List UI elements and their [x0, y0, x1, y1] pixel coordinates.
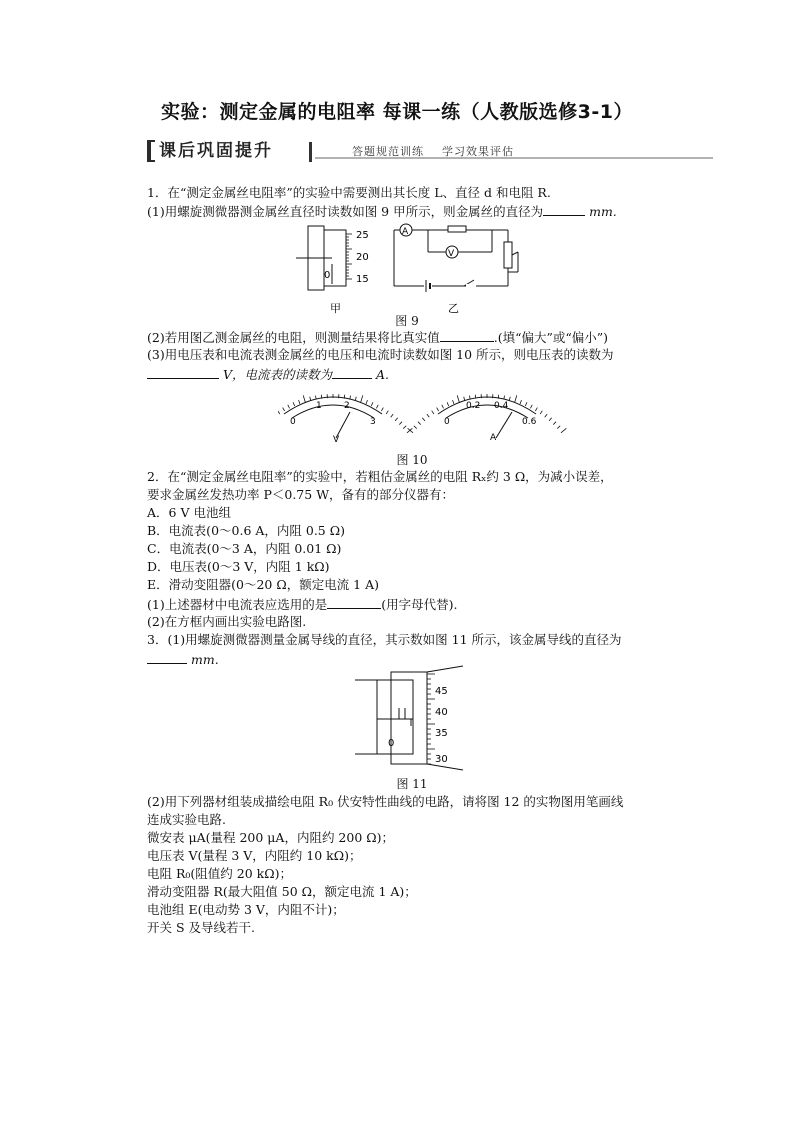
- q1-part3-unit-v: V，电流表的读数为: [222, 367, 333, 382]
- zero-label: 0: [388, 738, 395, 749]
- q3-item: 电压表 V(量程 3 V，内阻约 10 kΩ)；: [147, 848, 362, 863]
- answer-blank[interactable]: [440, 329, 494, 342]
- q1-part2: [147, 329, 608, 345]
- dial-tick: [422, 418, 425, 421]
- answer-blank[interactable]: [147, 651, 187, 664]
- q2-option: A．6 V 电池组: [147, 505, 231, 520]
- answer-blank[interactable]: [543, 203, 585, 216]
- figure-9-caption: 图 9: [395, 314, 419, 328]
- answer-blank[interactable]: [147, 366, 219, 379]
- tick-label: 0.4: [494, 401, 509, 411]
- figure-11-caption: 图 11: [396, 777, 428, 791]
- scale-label: 15: [356, 274, 369, 285]
- dial-tick: [457, 395, 459, 402]
- zero-label: 0: [324, 270, 331, 281]
- tick-label: 1: [316, 401, 322, 411]
- q3-part2-line1: (2)用下列器材组装成描绘电阻 R₀ 伏安特性曲线的电路，请将图 12 的实物图用笔画线: [147, 794, 624, 809]
- q3-answer-line: [147, 651, 219, 667]
- dial-tick: [376, 405, 378, 409]
- dial-tick: [355, 397, 356, 401]
- q2-part1-text: (1)上述器材中电流表应选用的是: [147, 597, 328, 612]
- q2-option: C．电流表(0～3 A，内阻 0.01 Ω): [147, 541, 342, 556]
- tick-label: 0.6: [522, 417, 537, 427]
- dial-tick: [407, 428, 412, 432]
- dial-tick: [403, 426, 406, 429]
- dial-tick: [535, 408, 537, 411]
- dial-tick: [288, 405, 290, 409]
- figure-label-left: 甲: [330, 302, 341, 315]
- dial-tick: [540, 411, 542, 414]
- figure-label-right: 乙: [448, 302, 459, 315]
- page-title: 实验：测定金属的电阻率 每课一练（人教版选修3-1）: [161, 101, 633, 123]
- figure-10-caption: 图 10: [396, 453, 428, 467]
- tick-label: 3: [370, 417, 376, 427]
- q2-option: D．电压表(0～3 V，内阻 1 kΩ): [147, 559, 330, 574]
- figure-11: [355, 664, 470, 774]
- dial-tick: [545, 414, 547, 417]
- dial-tick: [561, 428, 566, 432]
- section-banner: [147, 140, 713, 164]
- dial-tick: [299, 400, 300, 404]
- q2-option: B．电流表(0～0.6 A，内阻 0.5 Ω): [147, 523, 345, 538]
- q2-stem-line2: 要求金属丝发热功率 P＜0.75 W，备有的部分仪器有：: [147, 487, 455, 502]
- dial-tick: [520, 400, 521, 404]
- meter-v-label: V: [448, 249, 455, 259]
- q1-part1-text: (1)用螺旋测微器测金属丝直径时读数如图 9 甲所示，则金属丝的直径为: [147, 204, 544, 219]
- dial-tick: [418, 422, 421, 425]
- q1-part3-line2: [147, 366, 389, 382]
- dial-tick: [553, 422, 556, 425]
- q2-option: E．滑动变阻器(0～20 Ω，额定电流 1 A): [147, 577, 380, 592]
- q2-part1: [147, 596, 457, 612]
- dial-tick: [530, 405, 532, 409]
- tick-label: 0.2: [466, 401, 481, 411]
- dial-tick: [427, 414, 429, 417]
- dial-tick: [381, 408, 383, 411]
- dial-tick: [509, 397, 510, 401]
- answer-blank[interactable]: [332, 366, 372, 379]
- figure-10: [278, 384, 568, 446]
- q2-stem-line1: 2．在“测定金属丝电阻率”的实验中，若粗估金属丝的电阻 Rₓ约 3 Ω，为减小误差，: [147, 469, 613, 484]
- dial-tick: [278, 411, 280, 414]
- dial-tick: [515, 395, 517, 402]
- micrometer-a: [296, 226, 369, 315]
- dial-tick: [447, 402, 449, 406]
- q3-item: 开关 S 及导线若干.: [147, 920, 255, 935]
- q2-part2: (2)在方框内画出实验电路图.: [147, 614, 307, 629]
- q3-item: 电阻 R₀(阻值约 20 kΩ)；: [147, 866, 292, 881]
- dial-tick: [371, 402, 373, 406]
- q1-part1-unit: mm.: [589, 204, 617, 219]
- dial-tick: [464, 397, 465, 401]
- dial-tick: [395, 418, 398, 421]
- meter-a-label: A: [402, 227, 409, 237]
- scale-label: 25: [356, 230, 369, 241]
- q3-stem: 3．(1)用螺旋测微器测量金属导线的直径，其示数如图 11 所示，该金属导线的直径为: [147, 632, 622, 647]
- ammeter-dial: [408, 394, 567, 443]
- q1-part1: [147, 203, 617, 219]
- answer-blank[interactable]: [327, 596, 381, 609]
- dial-tick: [557, 426, 560, 429]
- q2-part1-tail: (用字母代替).: [381, 597, 458, 612]
- q3-item: 电池组 E(电动势 3 V，内阻不计)；: [147, 902, 345, 917]
- q3-unit: mm.: [190, 652, 219, 667]
- dial-tick: [366, 400, 367, 404]
- q1-part2-tail: .(填“偏大”或“偏小”): [493, 330, 609, 345]
- q1-part3-unit-a: A.: [376, 367, 390, 382]
- scale-label: 40: [435, 707, 448, 718]
- dial-tick: [442, 405, 444, 409]
- q3-part2-line2: 连成实验电路.: [147, 812, 226, 827]
- dial-tick: [293, 402, 295, 406]
- dial-tick: [310, 397, 311, 401]
- dial-tick: [549, 418, 552, 421]
- dial-tick: [453, 400, 454, 404]
- scale-label: 35: [435, 728, 448, 739]
- dial-tick: [283, 408, 285, 411]
- voltmeter-dial: [278, 394, 412, 445]
- dial-tick: [414, 426, 417, 429]
- dial-tick: [525, 402, 527, 406]
- ammeter-label: A: [490, 433, 497, 443]
- q1-stem: 1．在“测定金属丝电阻率”的实验中需要测出其长度 L、直径 d 和电阻 R.: [147, 185, 551, 200]
- dial-tick: [303, 395, 305, 402]
- figure-9: [296, 222, 536, 318]
- dial-tick: [386, 411, 388, 414]
- banner-heading: 课后巩固提升: [155, 140, 309, 162]
- dial-tick: [361, 395, 363, 402]
- q3-item: 微安表 μA(量程 200 μA，内阻约 200 Ω)；: [147, 830, 395, 845]
- dial-tick: [432, 411, 434, 414]
- dial-tick: [391, 414, 393, 417]
- dial-tick: [408, 428, 413, 432]
- dial-tick: [437, 408, 439, 411]
- circuit-diagram: [394, 224, 518, 292]
- tick-label: 2: [344, 401, 350, 411]
- scale-label: 30: [435, 754, 448, 765]
- q1-part2-text: (2)若用图乙测金属丝的电阻，则测量结果将比真实值: [147, 330, 440, 345]
- banner-subtitle: 答题规范训练 学习效果评估: [352, 145, 514, 158]
- voltmeter-label: V: [333, 435, 340, 445]
- q3-item: 滑动变阻器 R(最大阻值 50 Ω，额定电流 1 A)；: [147, 884, 417, 899]
- tick-label: 0: [444, 417, 450, 427]
- tick-label: 0: [290, 417, 296, 427]
- scale-label: 45: [435, 686, 448, 697]
- scale-label: 20: [356, 252, 369, 263]
- q1-part3-line1: (3)用电压表和电流表测金属丝的电压和电流时读数如图 10 所示，则电压表的读数为: [147, 347, 614, 362]
- dial-tick: [399, 422, 402, 425]
